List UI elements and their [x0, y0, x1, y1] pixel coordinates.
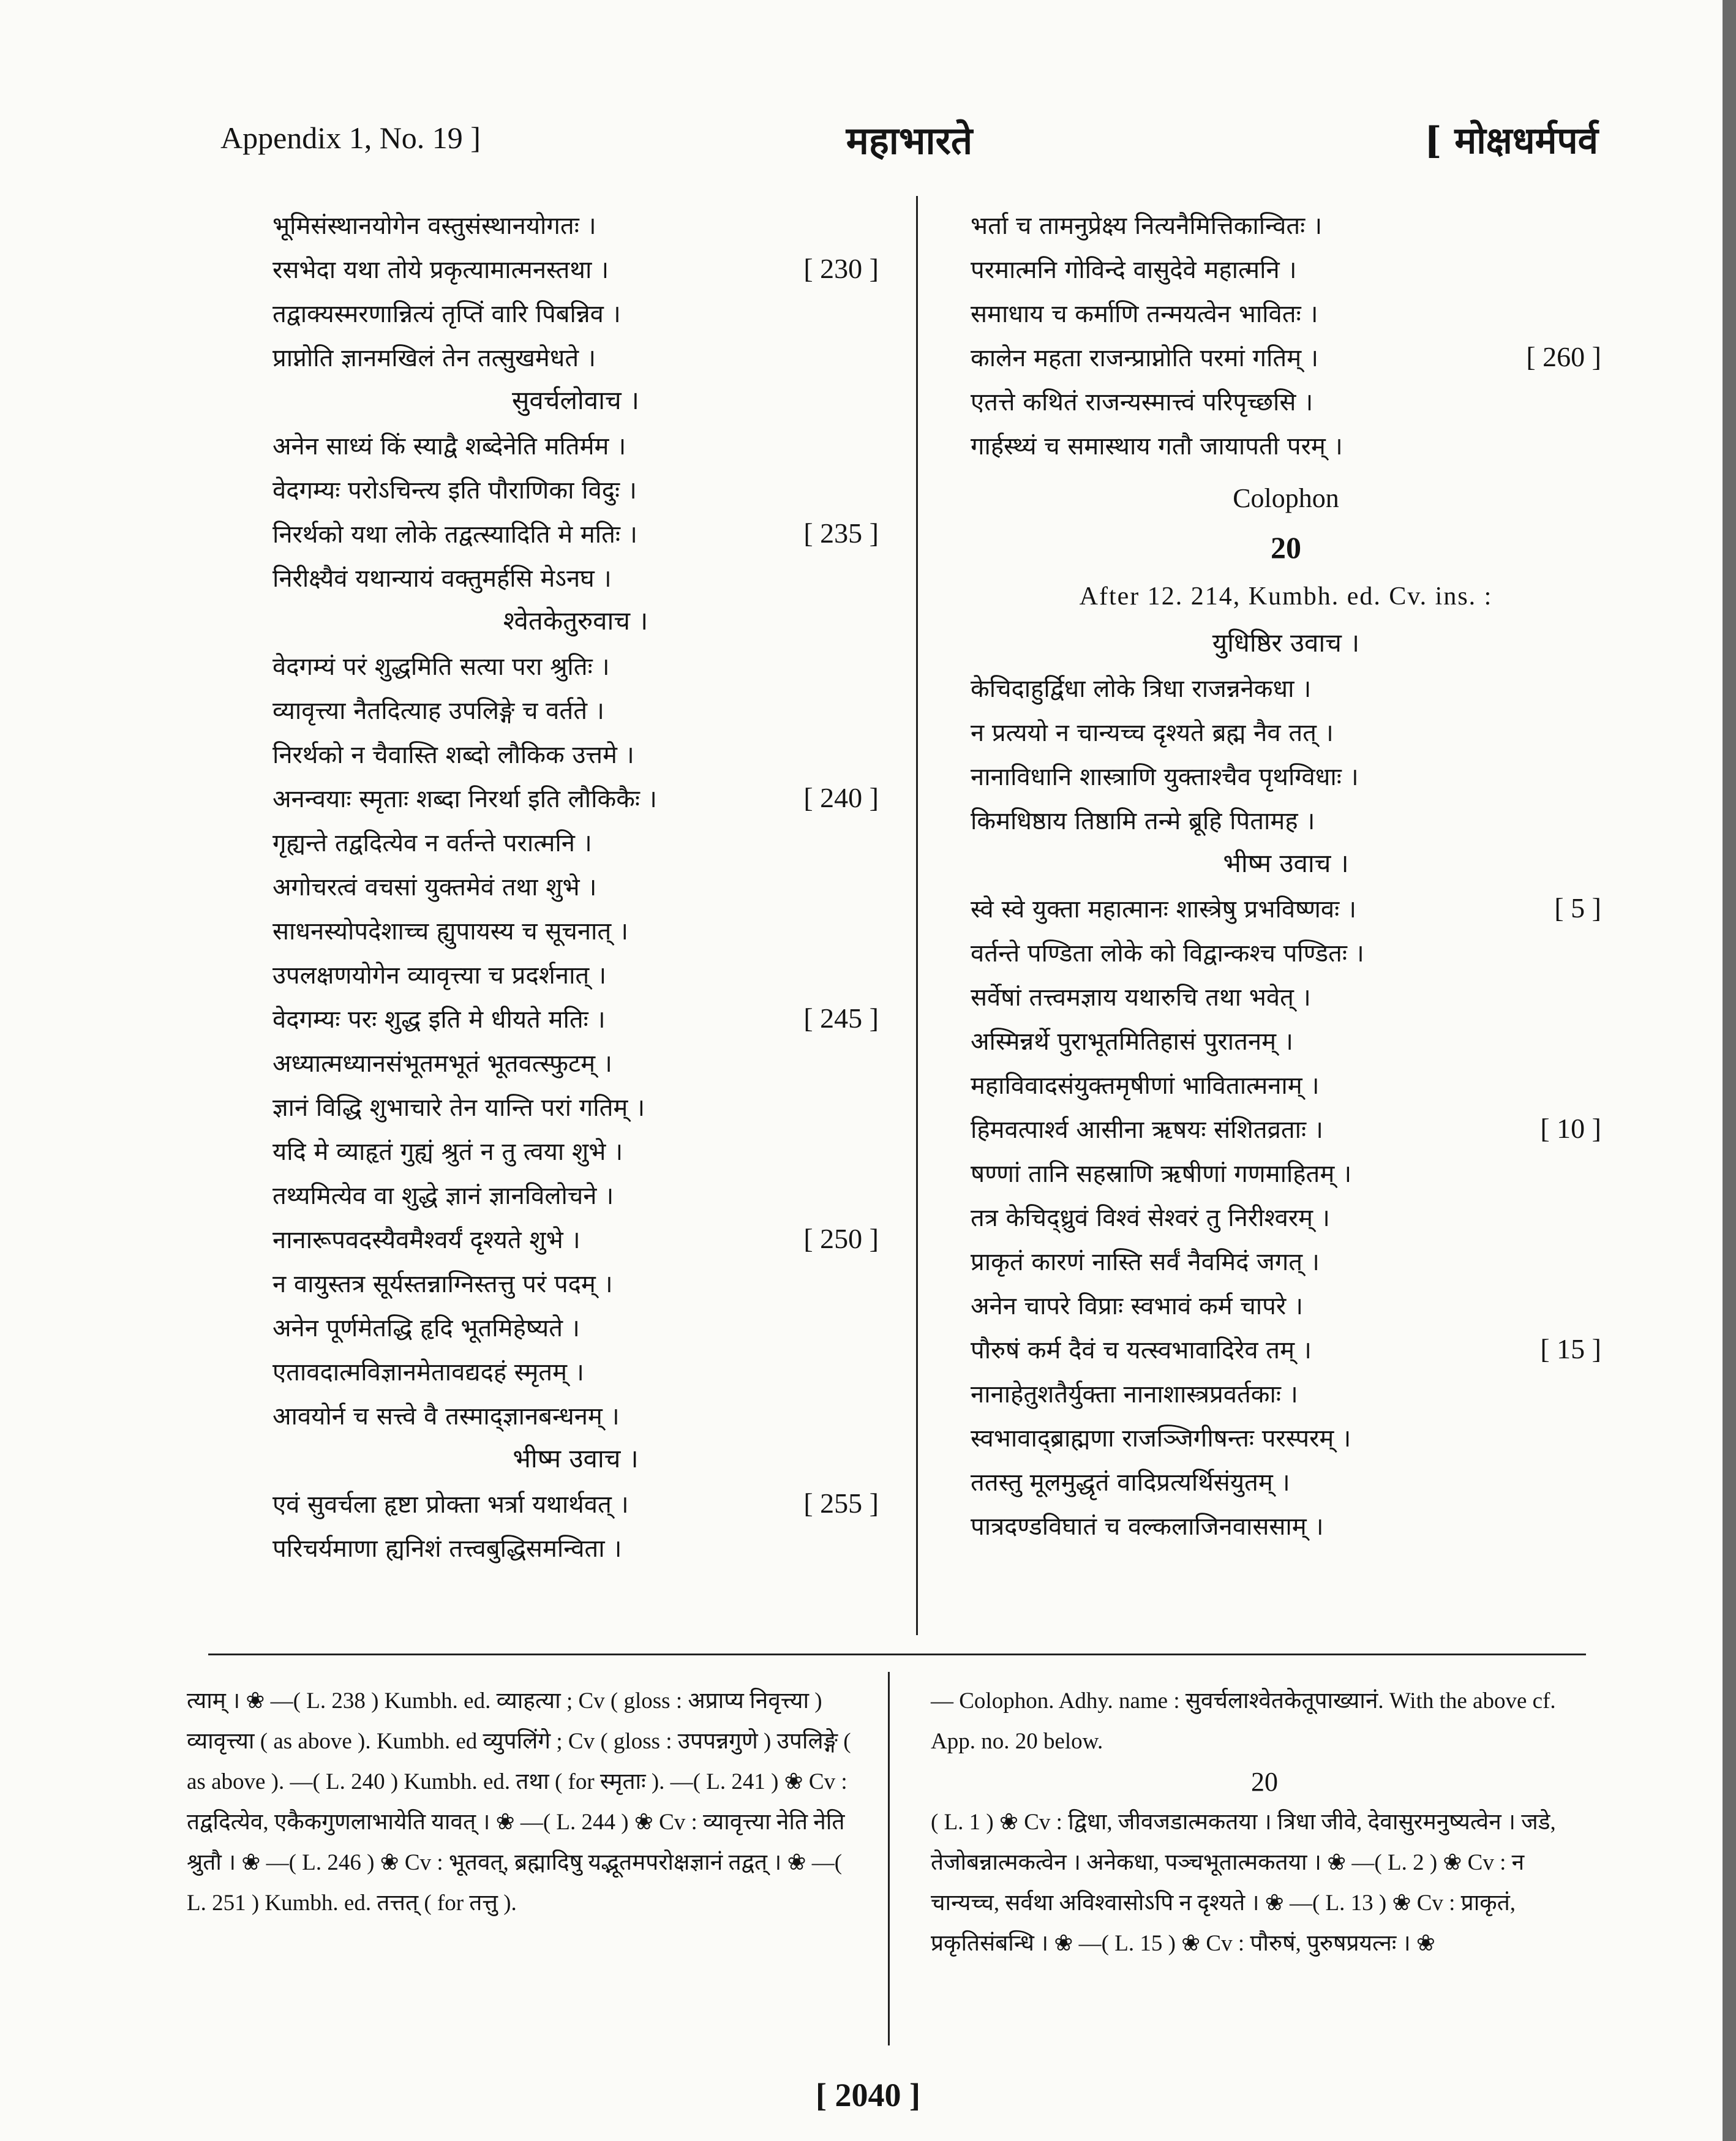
speaker-heading: युधिष्ठिर उवाच । [1212, 628, 1360, 658]
verse-line [971, 886, 1601, 930]
verse-text: वर्तन्ते पण्डिता लोके को विद्वान्कश्च पण्डितः । [971, 939, 1364, 968]
page-header [220, 114, 1598, 181]
verse-text: अध्यात्मध्यानसंभूतमभूतं भूतवत्स्फुटम् । [272, 1049, 612, 1078]
verse-text: नानाहेतुशतैर्युक्ता नानाशास्त्रप्रवर्तकाः । [971, 1380, 1298, 1409]
verse-text: वेदगम्यः परः शुद्ध इति मे धीयते मतिः । [272, 1005, 606, 1034]
verse-line [272, 731, 879, 775]
verse-text: समाधाय च कर्माणि तन्मयत्वेन भावितः । [971, 299, 1318, 328]
verse-text: वेदगम्यं परं शुद्धमिति सत्या परा श्रुतिः । [272, 652, 610, 681]
verse-line [272, 1525, 879, 1569]
page-number: [ 2040 ] [816, 2077, 920, 2113]
verse-text: वेदगम्यः परोऽचिन्त्य इति पौराणिका विदुः । [272, 476, 637, 505]
verse-line [971, 1459, 1601, 1503]
verse-text: नानारूपवदस्यैवमैश्वर्यं दृश्यते शुभे । [272, 1225, 581, 1254]
verse-number: [ 245 ] [803, 1002, 879, 1034]
verse-line [971, 1326, 1601, 1371]
verse-line [971, 1194, 1601, 1238]
right-verse-column [971, 202, 1601, 1547]
footnote-column-divider [888, 1672, 890, 2045]
verse-line [971, 1238, 1601, 1282]
verse-text: न प्रत्ययो न चान्यच्च दृश्यते ब्रह्म नैव तत् । [971, 718, 1334, 747]
verse-number: [ 255 ] [803, 1487, 879, 1519]
verse-text: पौरुषं कर्म दैवं च यत्स्वभावादिरेव तम् । [971, 1336, 1312, 1364]
verse-text: नानाविधानि शास्त्राणि युक्ताश्चैव पृथग्विधाः । [971, 762, 1359, 791]
verse-text: रसभेदा यथा तोये प्रकृत्यामात्मनस्तथा । [272, 255, 609, 284]
speaker-heading: भीष्म उवाच । [1223, 848, 1349, 878]
verse-line [272, 1084, 879, 1128]
verse-line [971, 974, 1601, 1018]
verse-text: उपलक्षणयोगेन व्यावृत्त्या च प्रदर्शनात् । [272, 961, 607, 990]
verse-text: प्राप्नोति ज्ञानमखिलं तेन तत्सुखमेधते । [272, 344, 596, 372]
verse-text: स्वे स्वे युक्ता महात्मानः शास्त्रेषु प्रभविष्णवः । [971, 895, 1357, 924]
verse-line [272, 952, 879, 996]
verse-line [971, 930, 1601, 974]
verse-text: साधनस्योपदेशाच्च ह्युपायस्य च सूचनात् । [272, 917, 629, 946]
verse-line [272, 643, 879, 687]
verse-text: एतत्ते कथितं राजन्यस्मात्त्वं परिपृच्छसि । [971, 388, 1313, 416]
verse-line [971, 1062, 1601, 1106]
verse-line [272, 1304, 879, 1349]
verse-text: भूमिसंस्थानयोगेन वस्तुसंस्थानयोगतः । [272, 211, 596, 240]
verse-text: भर्ता च तामनुप्रेक्ष्य नित्यनैमित्तिकान्वितः । [971, 211, 1323, 240]
verse-text: निरीक्ष्यैवं यथान्यायं वक्तुमर्हसि मेऽनघ । [272, 564, 612, 593]
verse-line [272, 555, 879, 599]
verse-line [272, 1260, 879, 1304]
verse-line [272, 467, 879, 511]
verse-number: [ 230 ] [803, 252, 879, 284]
verse-line [272, 246, 879, 290]
verse-text: ज्ञानं विद्धि शुभाचारे तेन यान्ति परां गतिम् । [272, 1093, 645, 1122]
verse-number: [ 260 ] [1526, 341, 1601, 372]
verse-line [971, 1106, 1601, 1150]
footnotes-left [187, 1681, 866, 1924]
verse-line [971, 202, 1601, 246]
footnote-divider [208, 1654, 1586, 1655]
verse-line [971, 1018, 1601, 1062]
speaker-heading: सुवर्चलोवाच । [512, 385, 639, 415]
verse-line [272, 908, 879, 952]
verse-number: [ 15 ] [1540, 1333, 1601, 1364]
verse-line [272, 290, 879, 334]
verse-text: प्राकृतं कारणं नास्ति सर्वं नैवमिदं जगत् । [971, 1247, 1320, 1276]
verse-text: स्वभावाद्ब्राह्मणा राजञ्जिगीषन्तः परस्परम् । [971, 1424, 1351, 1453]
scan-edge [1723, 0, 1736, 2141]
verse-number: [ 240 ] [803, 781, 879, 813]
verse-line [272, 687, 879, 731]
verse-number: [ 5 ] [1554, 892, 1601, 924]
speaker-heading: श्वेतकेतुरुवाच । [503, 606, 648, 636]
footnote-section-number: 20 [1251, 1767, 1278, 1797]
verse-line [971, 665, 1601, 709]
footnote-text: त्याम् । ❀ —( L. 238 ) Kumbh. ed. व्याहत्या ; Cv ( gloss : अप्राप्य निवृत्त्या ) व्यावृत्त्या ( as above ). Kumbh. ed व्युपलिंगे ; Cv ( gloss : उपपन्नगुणे ) उपलिङ्गे ( as above ). —( L. 240 ) Kumbh. ed. तथा ( for स्मृताः ). —( L. 241 ) ❀ Cv : तद्वदित्येव, एकैकगुणलाभायेति यावत् । ❀ —( L. 244 ) ❀ Cv : व्यावृत्त्या नेति नेति श्रुतौ । ❀ —( L. 246 ) ❀ Cv : भूतवत्, ब्रह्मादिषु यद्भूतमपरोक्षज्ञानं तद्वत् । ❀ —( L. 251 ) Kumbh. ed. तत्तत् ( for तत्तु ). [187, 1688, 851, 1916]
verse-text: न वायुस्तत्र सूर्यस्तन्नाग्निस्तत्तु परं पदम् । [272, 1270, 613, 1298]
book-title: महाभारते [846, 118, 973, 163]
verse-line [272, 334, 879, 378]
verse-line [272, 202, 879, 246]
verse-text: अनेन पूर्णमेतद्धि हृदि भूतमिहेष्यते । [272, 1314, 580, 1342]
footnotes-right [931, 1681, 1598, 1964]
verse-text: गृह्यन्ते तद्वदित्येव न वर्तन्ते परात्मनि । [272, 829, 592, 857]
footnote-colophon-note: — Colophon. Adhy. name : सुवर्चलाश्वेतकेतूपाख्यानं. With the above cf. App. no. 20 below. [931, 1688, 1556, 1754]
verse-line [971, 753, 1601, 797]
verse-text: अगोचरत्वं वचसां युक्तमेवं तथा शुभे । [272, 873, 597, 901]
verse-line [272, 1128, 879, 1172]
verse-line [971, 1503, 1601, 1547]
right-verses-top [971, 202, 1601, 467]
verse-text: सर्वेषां तत्त्वमज्ञाय यथारुचि तथा भवेत् । [971, 983, 1311, 1012]
verse-line [272, 775, 879, 819]
verse-text: यदि मे व्याहृतं गुह्यं श्रुतं न तु त्वया शुभे । [272, 1137, 623, 1166]
verse-line [272, 1349, 879, 1393]
verse-number: [ 250 ] [803, 1222, 879, 1254]
verse-text: केचिदाहुर्द्विधा लोके त्रिधा राजन्ननेकधा । [971, 674, 1312, 703]
verse-text: आवयोर्न च सत्त्वे वै तस्माद्ज्ञानबन्धनम् । [272, 1402, 620, 1431]
verse-line [272, 423, 879, 467]
verse-text: परिचर्यमाणा ह्यनिशं तत्त्वबुद्धिसमन्विता । [272, 1534, 622, 1563]
verse-line [971, 1371, 1601, 1415]
verse-number: [ 235 ] [803, 517, 879, 549]
verse-text: तद्वाक्यस्मरणान्नित्यं तृप्तिं वारि पिबन्निव । [272, 299, 621, 328]
section-number: 20 [1271, 530, 1301, 565]
verse-text: हिमवत्पार्श्व आसीना ऋषयः संशितव्रताः । [971, 1115, 1323, 1144]
verse-line [272, 1172, 879, 1216]
verse-text: एतावदात्मविज्ञानमेतावद्यदहं स्मृतम् । [272, 1358, 584, 1387]
right-verses-bottom [971, 621, 1601, 1547]
verse-line [272, 1481, 879, 1525]
verse-line [971, 246, 1601, 290]
verse-text: व्यावृत्त्या नैतदित्याह उपलिङ्गे च वर्तते । [272, 696, 604, 725]
verse-line [272, 819, 879, 864]
speaker-heading: भीष्म उवाच । [513, 1443, 639, 1473]
verse-number: [ 10 ] [1540, 1112, 1601, 1144]
verse-text: किमधिष्ठाय तिष्ठामि तन्मे ब्रूहि पितामह । [971, 807, 1315, 835]
verse-line [971, 709, 1601, 753]
appendix-reference: Appendix 1, No. 19 ] [220, 121, 481, 155]
verse-line [971, 1415, 1601, 1459]
left-verse-column [272, 202, 879, 1569]
verse-text: अस्मिन्नर्थे पुराभूतमितिहासं पुरातनम् । [971, 1027, 1293, 1056]
verse-line [272, 1216, 879, 1260]
verse-text: कालेन महता राजन्प्राप्नोति परमां गतिम् । [971, 344, 1319, 372]
verse-text: निरर्थको यथा लोके तद्वत्स्यादिति मे मतिः । [272, 520, 637, 549]
verse-text: तथ्यमित्येव वा शुद्धे ज्ञानं ज्ञानविलोचने । [272, 1181, 614, 1210]
verse-line [971, 290, 1601, 334]
verse-text: एवं सुवर्चला हृष्टा प्रोक्ता भर्त्रा यथार्थवत् । [272, 1490, 629, 1519]
verse-text: अनेन चापरे विप्राः स्वभावं कर्म चापरे । [971, 1292, 1304, 1320]
verse-line [971, 1150, 1601, 1194]
footnote-text: ( L. 1 ) ❀ Cv : द्विधा, जीवजडात्मकतया । त्रिधा जीवे, देवासुरमनुष्यत्वेन । जडे, तेजोबन्नात्मकत्वेन । अनेकधा, पञ्चभूतात्मकतया । ❀ —( L. 2 ) ❀ Cv : न चान्यच्च, सर्वथा अविश्वासोऽपि न दृश्यते । ❀ —( L. 13 ) ❀ Cv : प्राकृतं, प्रकृतिसंबन्धि । ❀ —( L. 15 ) ❀ Cv : पौरुषं, पुरुषप्रयत्नः । ❀ [931, 1810, 1556, 1956]
verse-text: तत्र केचिद्ध्रुवं विश्वं सेश्वरं तु निरीश्वरम् । [971, 1203, 1330, 1232]
verse-text: महाविवादसंयुक्तमृषीणां भावितात्मनाम् । [971, 1071, 1320, 1100]
verse-text: निरर्थको न चैवास्ति शब्दो लौकिक उत्तमे । [272, 740, 634, 769]
verse-line [971, 797, 1601, 841]
verse-line [272, 1040, 879, 1084]
column-divider [916, 196, 918, 1635]
verse-line [971, 1282, 1601, 1326]
verse-text: षण्णां तानि सहस्राणि ऋषीणां गणमाहितम् । [971, 1159, 1352, 1188]
verse-line [971, 334, 1601, 378]
verse-line [971, 378, 1601, 423]
verse-text: ततस्तु मूलमुद्धृतं वादिप्रत्यर्थिसंयुतम् । [971, 1468, 1290, 1497]
verse-line [272, 864, 879, 908]
verse-text: पात्रदण्डविघातं च वल्कलाजिनवाससाम् । [971, 1512, 1324, 1541]
insertion-note: After 12. 214, Kumbh. ed. Cv. ins. : [1079, 582, 1493, 611]
verse-line [971, 423, 1601, 467]
parva-title: [ मोक्षधर्मपर्व [1424, 119, 1598, 162]
verse-line [272, 996, 879, 1040]
verse-text: अनेन साध्यं किं स्याद्वै शब्देनेति मतिर्मम । [272, 432, 626, 461]
verse-line [272, 1393, 879, 1437]
verse-line [272, 511, 879, 555]
verse-text: अनन्वयाः स्मृताः शब्दा निरर्था इति लौकिकैः । [272, 785, 657, 813]
verse-text: गार्हस्थ्यं च समास्थाय गतौ जायापती परम् । [971, 432, 1343, 461]
colophon-label: Colophon [1233, 483, 1339, 513]
verse-text: परमात्मनि गोविन्दे वासुदेवे महात्मनि । [971, 255, 1297, 284]
